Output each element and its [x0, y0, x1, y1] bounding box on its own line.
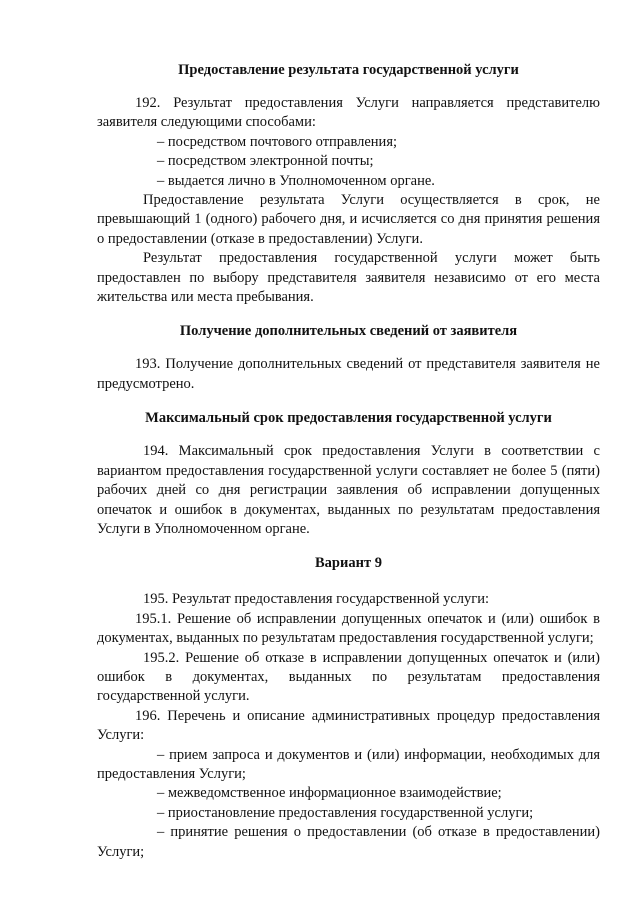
- section-heading-result: Предоставление результата государственной услуги: [178, 62, 519, 78]
- list-item: – межведомственное информационное взаимодействие;: [157, 785, 502, 802]
- paragraph-choice: Результат предоставления государственной услуги может быть предоставлен по выбору представителя заявителя независимо от его места жительства или места пребывания.: [97, 250, 600, 306]
- paragraph-195-1: 195.1. Решение об исправлении допущенных опечаток и (или) ошибок в документах, выданных по результатам предоставления государственной услуги;: [97, 610, 600, 647]
- list-item: – прием запроса и документов и (или) информации, необходимых для предоставления Услуги;: [97, 746, 600, 782]
- list-item: – посредством почтового отправления;: [157, 133, 398, 150]
- list-item: – выдается лично в Уполномоченном органе.: [157, 172, 435, 189]
- section-heading-variant-9: Вариант 9: [315, 555, 382, 572]
- section-heading-max-term: Максимальный срок предоставления государственной услуги: [145, 410, 552, 427]
- paragraph-term: Предоставление результата Услуги осуществляется в срок, не превышающий 1 (одного) рабочего дня, и исчисляется со дня принятия решения о предоставлении (отказе в предоставлении) Услуги.: [97, 192, 600, 247]
- paragraph-195: 195. Результат предоставления государственной услуги:: [143, 591, 489, 608]
- section-heading-additional-info: Получение дополнительных сведений от заявителя: [179, 323, 518, 340]
- paragraph-196: 196. Перечень и описание административных процедур предоставления Услуги:: [97, 707, 600, 744]
- list-item: – посредством электронной почты;: [157, 153, 374, 170]
- paragraph-194: 194. Максимальный срок предоставления Услуги в соответствии с вариантом предоставления государственной услуги составляет не более 5 (пяти) рабочих дней со дня регистрации заявления об исправлении допущенных опечаток и ошибок в документах, выданных по результатам предоставления Услуги в Уполномоченном органе.: [97, 443, 600, 537]
- list-item: – приостановление предоставления государственной услуги;: [157, 804, 534, 821]
- list-item: – принятие решения о предоставлении (об отказе в предоставлении) Услуги;: [97, 824, 600, 860]
- paragraph-192: 192. Результат предоставления Услуги направляется представителю заявителя следующими способами:: [97, 95, 600, 131]
- paragraph-195-2: 195.2. Решение об отказе в исправлении допущенных опечаток и (или) ошибок в документах, выданных по результатам предоставления государственной услуги.: [97, 649, 600, 705]
- paragraph-193: 193. Получение дополнительных сведений от представителя заявителя не предусмотрено.: [97, 356, 600, 392]
